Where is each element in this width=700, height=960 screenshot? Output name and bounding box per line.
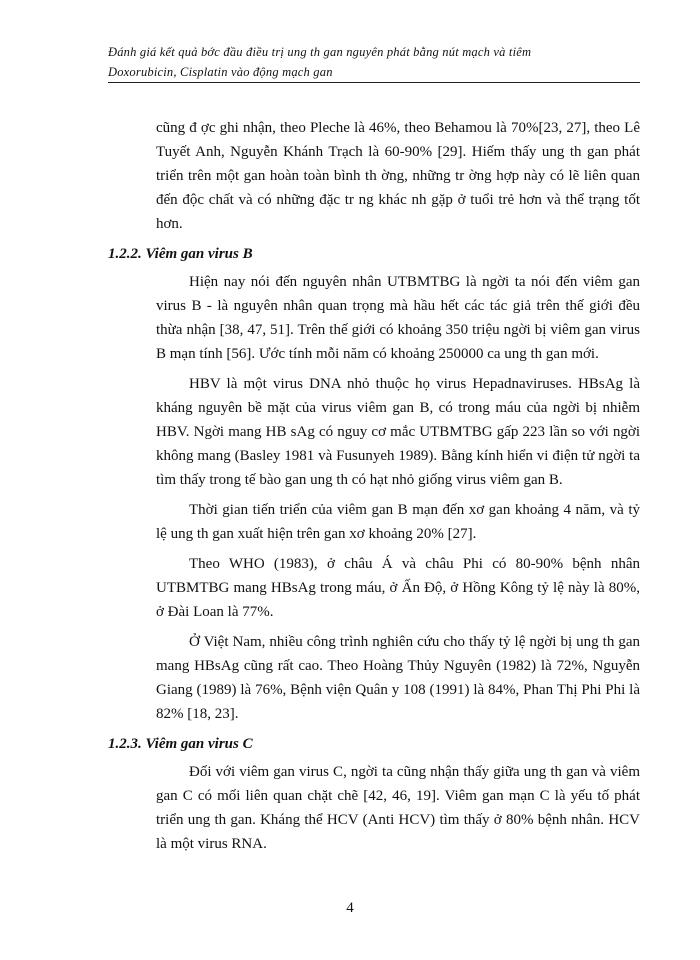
header-line-1: Đánh giá kết quả bớc đầu điều trị ung th gan nguyên phát bằng nút mạch và tiêm <box>108 45 532 59</box>
paragraph-b2: HBV là một virus DNA nhỏ thuộc họ virus Hepadnaviruses. HBsAg là kháng nguyên bề mặt của virus viêm gan B, có trong máu của ngời bị nhiễm HBV. Ngời mang HB sAg có nguy cơ mắc UTBMTBG gấp 223 lần so với ngời không mang (Basley 1981 và Fusunyeh 1989). Bằng kính hiển vi điện tử ngời ta tìm thấy trong tế bào gan ung th có hạt nhỏ giống virus viêm gan B. <box>156 376 640 488</box>
paragraph-b4: Theo WHO (1983), ở châu Á và châu Phi có 80-90% bệnh nhân UTBMTBG mang HBsAg trong máu, ở Ấn Độ, ở Hồng Kông tỷ lệ này là 80%, ở Đài Loan là 77%. <box>156 556 640 620</box>
header-line-2: Doxorubicin, Cisplatin vào động mạch gan <box>108 65 333 79</box>
section-heading-hepatitis-c: 1.2.3. Viêm gan virus C <box>108 736 253 752</box>
paragraph-b5: Ở Việt Nam, nhiều công trình nghiên cứu cho thấy tỷ lệ ngời bị ung th gan mang HBsAg cũng rất cao. Theo Hoàng Thủy Nguyên (1982) là 72%, Nguyễn Giang (1989) là 76%, Bệnh viện Quân y 108 (1991) là 84%, Phan Thị Phi Phi là 82% [18, 23]. <box>156 634 640 722</box>
paragraph-intro: cũng đ ợc ghi nhận, theo Pleche là 46%, theo Behamou là 70%[23, 27], theo Lê Tuyết Anh, Nguyễn Khánh Trạch là 60-90% [29]. Hiếm thấy ung th gan phát triển trên một gan hoàn toàn bình th ờng, những tr ờng hợp này có lẽ liên quan đến độc chất và có những đặc tr ng khác nh gặp ở tuổi trẻ hơn và thể trạng tốt hơn. <box>156 120 640 232</box>
paragraph-b1: Hiện nay nói đến nguyên nhân UTBMTBG là ngời ta nói đến viêm gan virus B - là nguyên nhân quan trọng mà hầu hết các tác giả trên thế giới đều thừa nhận [38, 47, 51]. Trên thế giới có khoảng 350 triệu ngời bị viêm gan virus B mạn tính [56]. Ước tính mỗi năm có khoảng 250000 ca ung th gan mới. <box>156 274 640 362</box>
page-body <box>108 116 640 862</box>
paragraph-b3: Thời gian tiến triển của viêm gan B mạn đến xơ gan khoảng 4 năm, và tỷ lệ ung th gan xuất hiện trên gan xơ khoảng 20% [27]. <box>156 502 640 542</box>
running-header <box>108 42 640 82</box>
paragraph-c1: Đối với viêm gan virus C, ngời ta cũng nhận thấy giữa ung th gan và viêm gan C có mối liên quan chặt chẽ [42, 46, 19]. Viêm gan mạn C là yếu tố phát triển ung th gan. Kháng thể HCV (Anti HCV) tìm thấy ở 80% bệnh nhân. HCV là một virus RNA. <box>156 764 640 852</box>
page-number: 4 <box>346 900 354 916</box>
section-heading-hepatitis-b: 1.2.2. Viêm gan virus B <box>108 246 253 262</box>
header-rule <box>108 82 640 83</box>
